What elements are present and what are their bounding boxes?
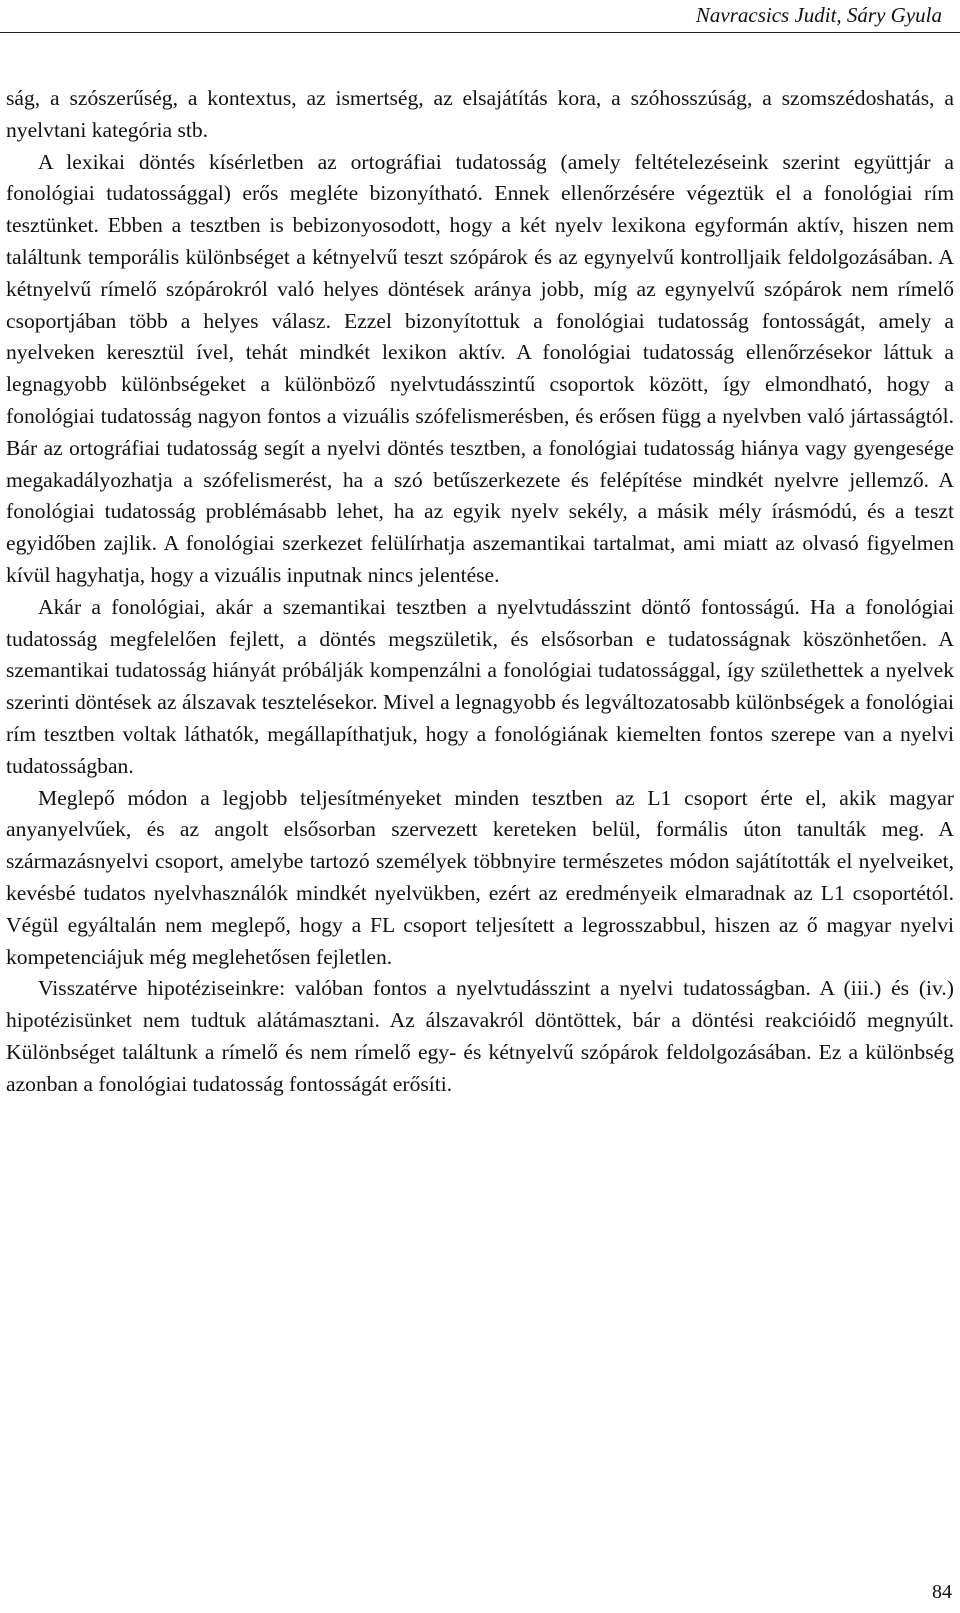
paragraph: Akár a fonológiai, akár a szemantikai tesztben a nyelvtudásszint döntő fontosságú. Ha a fonológiai tudatosság megfelelően fejlett, a döntés megszületik, és elsősorban e tudatosságnak köszönhetően. A szemantikai tudatosság hiányát próbálják kompenzálni a fonológiai tudatossággal, így születhettek a nyelvek szerinti döntések az álszavak tesztelésekor. Mivel a legnagyobb és legváltozatosabb különbségek a fonológiai rím tesztben voltak láthatók, megállapíthatjuk, hogy a fonológiának kiemelten fontos szerepe van a nyelvi tudatosságban. [6,594,954,778]
paragraph: Meglepő módon a legjobb teljesítményeket minden tesztben az L1 csoport érte el, akik magyar anyanyelvűek, és az angolt elsősorban szervezett kereteken belül, formális úton tanulták meg. A származásnyelvi csoport, amelybe tartozó személyek többnyire természetes módon sajátították el nyelveiket, kevésbé tudatos nyelvhasználók mindkét nyelvükben, ezért az eredményeik elmaradnak az L1 csoportétól. Végül egyáltalán nem meglepő, hogy a FL csoport teljesített a legrosszabbul, hiszen az ő magyar nyelvi kompetenciájuk még meglehetősen fejletlen. [6,785,954,969]
running-title: Navracsics Judit, Sáry Gyula [695,3,942,27]
paragraph: A lexikai döntés kísérletben az ortográfiai tudatosság (amely feltételezéseink szerint együttjár a fonológiai tudatossággal) erős megléte bizonyítható. Ennek ellenőrzésére végeztük el a fonológiai rím tesztünket. Ebben a tesztben is bebizonyosodott, hogy a két nyelv lexikona egyformán aktív, hiszen nem találtunk temporális különbséget a kétnyelvű teszt szópárok és az egynyelvű kontrolljaik feldolgozásában. A kétnyelvű rímelő szópárokról való helyes döntések aránya jobb, míg az egynyelvű szópárok nem rímelő csoportjában több a helyes válasz. Ezzel bizonyítottuk a fonológiai tudatosság fontosságát, amely a nyelveken keresztül ível, tehát mindkét lexikon aktív. A fonológiai tudatosság ellenőrzésekor láttuk a legnagyobb különbségeket a különböző nyelvtudásszintű csoportok között, így elmondható, hogy a fonológiai tudatosság nagyon fontos a vizuális szófelismerésben, és erősen függ a nyelvben való jártasságtól. Bár az ortográfiai tudatosság segít a nyelvi döntés tesztben, a fonológiai tudatosság hiánya vagy gyengesége megakadályozhatja a szófelismerést, ha a szó betűszerkezete és felépítése mindkét nyelvre jellemző. A fonológiai tudatosság problémásabb lehet, ha az egyik nyelv sekély, a másik mély írásmódú, és a teszt egyidőben zajlik. A fonológiai szerkezet felülírhatja aszemantikai tartalmat, ami miatt az olvasó figyelmen kívül hagyhatja, hogy a vizuális inputnak nincs jelentése. [6,149,954,587]
paragraph: Visszatérve hipotéziseinkre: valóban fontos a nyelvtudásszint a nyelvi tudatosságban. A (iii.) és (iv.) hipotézisünket nem tudtuk alátámasztani. Az álszavakról döntöttek, bár a döntési reakcióidő megnyúlt. Különbséget találtunk a rímelő és nem rímelő egy- és kétnyelvű szópárok feldolgozásában. Ez a különbség azonban a fonológiai tudatosság fontosságát erősíti. [6,976,954,1096]
header-divider [0,32,960,33]
running-header [0,0,960,34]
page-number: 84 [932,1581,952,1603]
paragraph-continuation: ság, a szószerűség, a kontextus, az ismertség, az elsajátítás kora, a szóhosszúság, a szomszédoshatás, a nyelvtani kategória stb. [6,86,954,142]
body-text [6,83,954,1101]
